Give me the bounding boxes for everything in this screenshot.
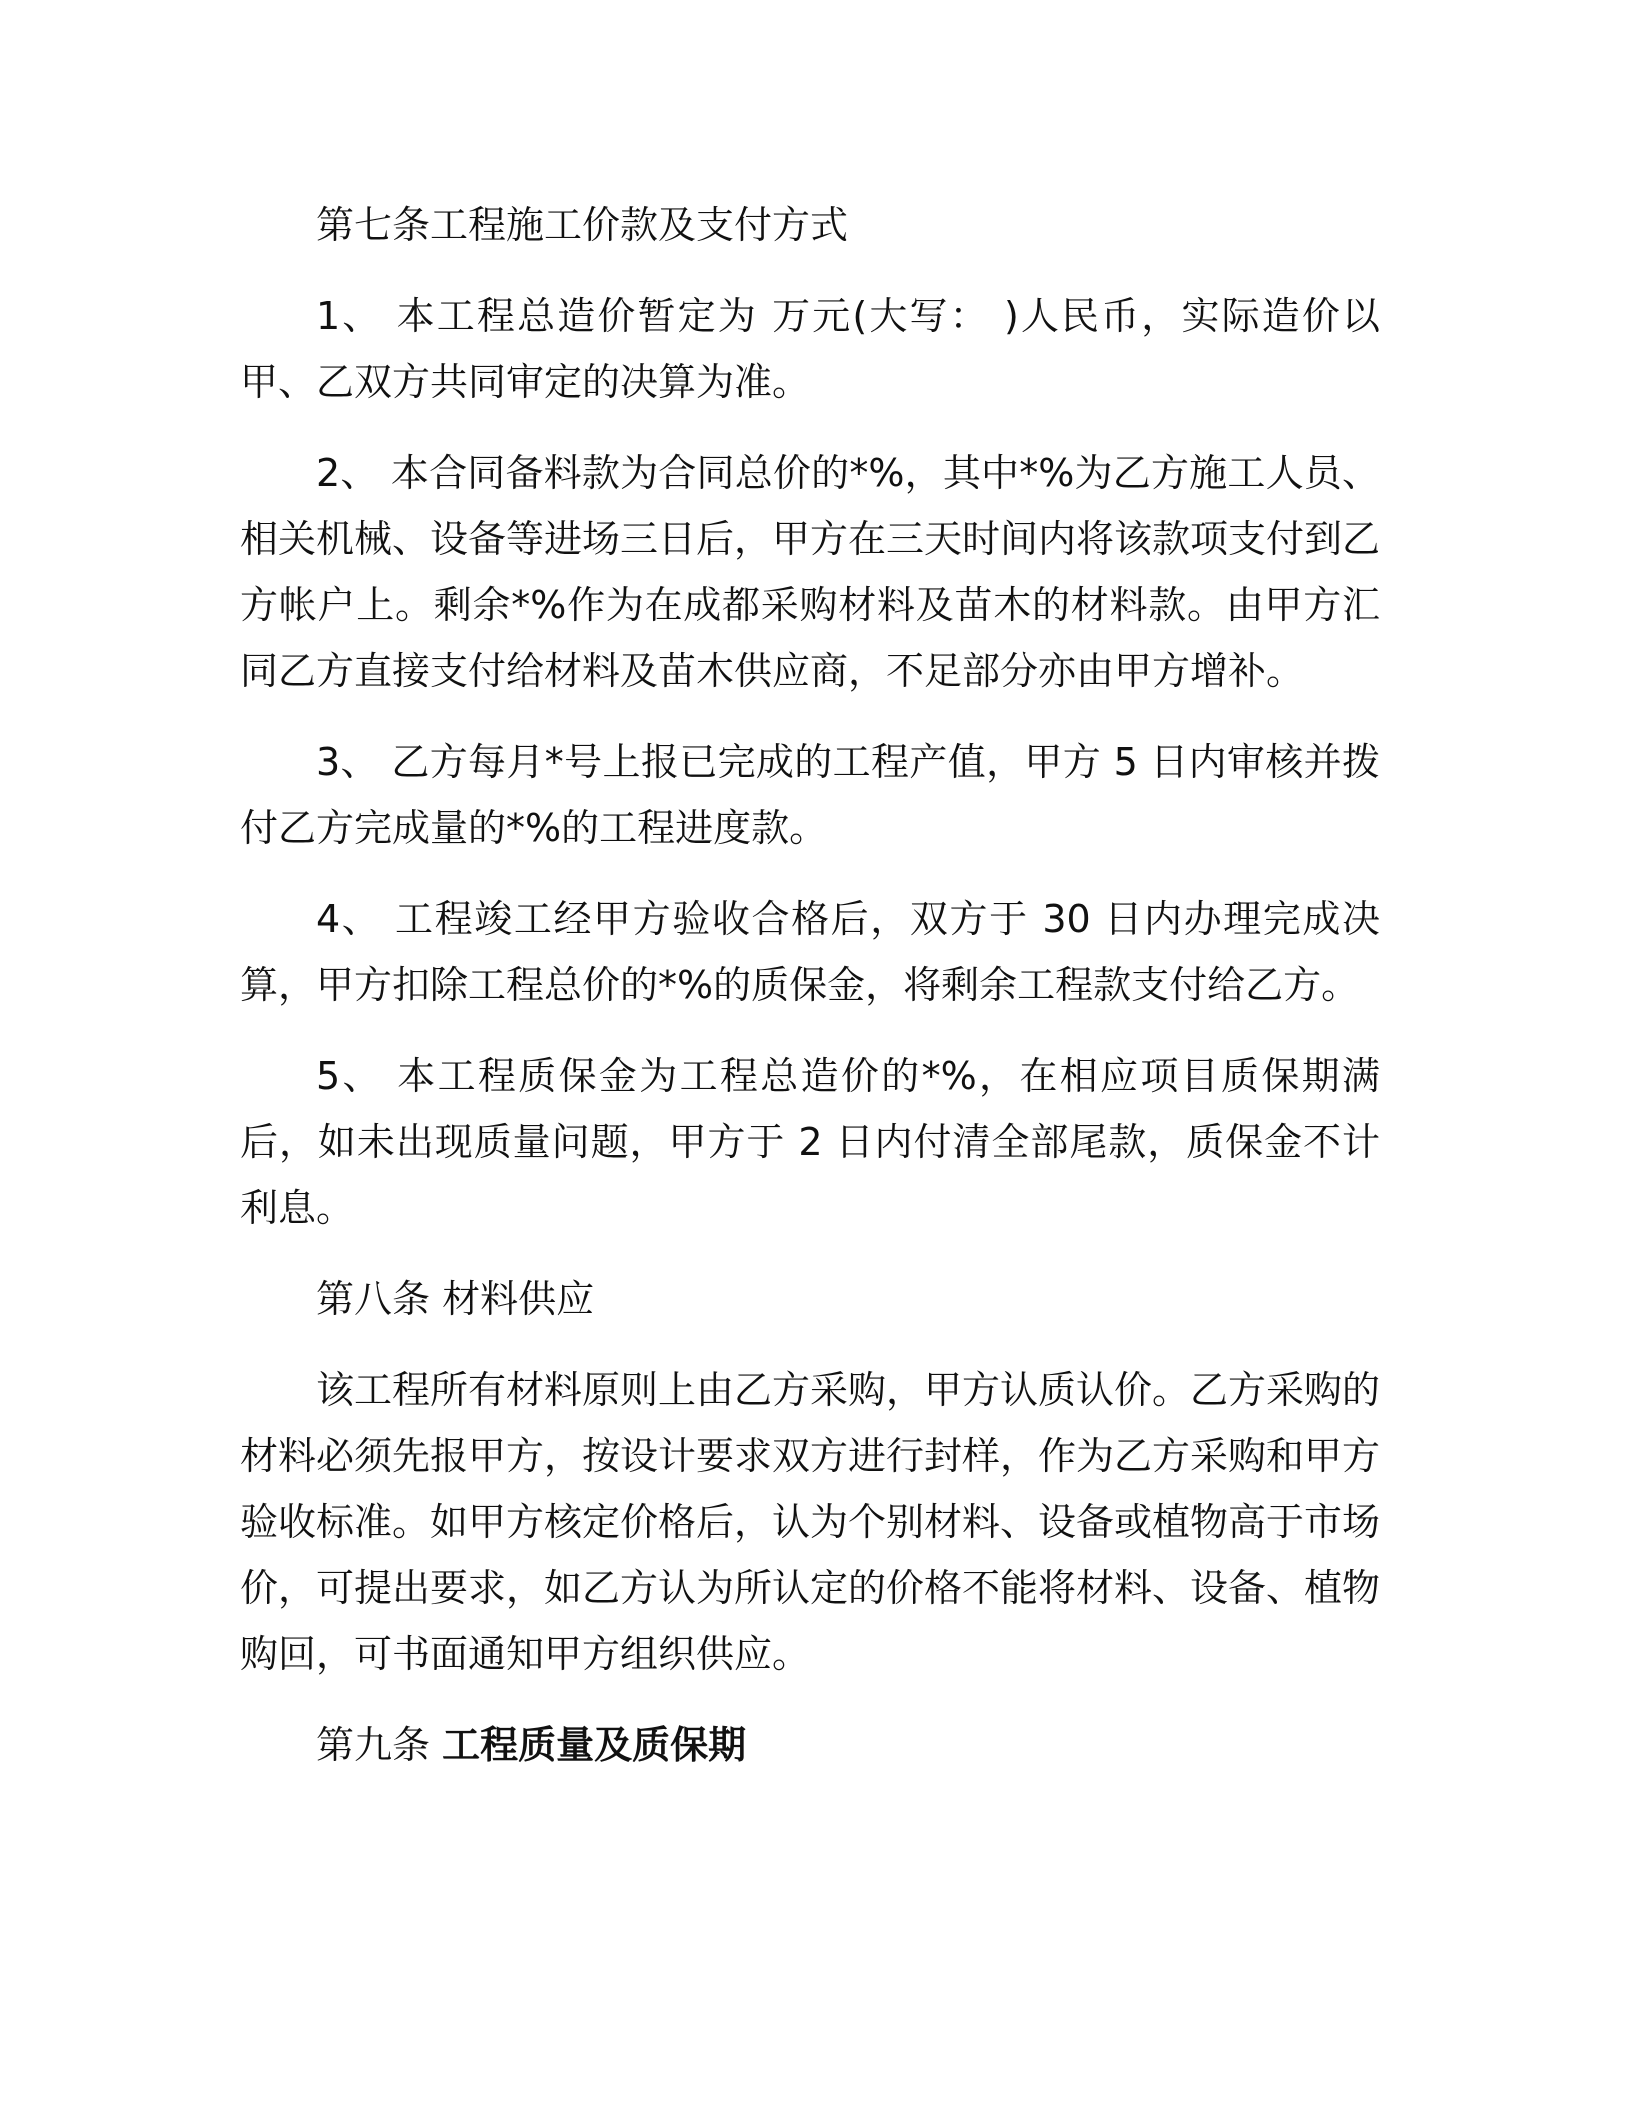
article-9-title: 工程质量及质保期 [442, 1723, 747, 1767]
article-7-item-5: 5、 本工程质保金为工程总造价的*%，在相应项目质保期满后，如未出现质量问题，甲方于 2 日内付清全部尾款，质保金不计利息。 [240, 1054, 1380, 1230]
article-8-body: 该工程所有材料原则上由乙方采购，甲方认质认价。乙方采购的材料必须先报甲方，按设计要求双方进行封样，作为乙方采购和甲方验收标准。如甲方核定价格后，认为个别材料、设备或植物高于市场价，可提出要求，如乙方认为所认定的价格不能将材料、设备、植物购回，可书面通知甲方组织供应。 [240, 1368, 1381, 1676]
article-7-item-1: 1、 本工程总造价暂定为 万元(大写： )人民币，实际造价以甲、乙双方共同审定的决算为准。 [240, 294, 1380, 404]
article-9-number: 第九条 [316, 1723, 431, 1767]
document-body [240, 192, 1380, 1803]
article-9-heading [240, 1712, 1380, 1778]
article-7-item-2: 2、 本合同备料款为合同总价的*%，其中*%为乙方施工人员、相关机械、设备等进场三日后，甲方在三天时间内将该款项支付到乙方帐户上。剩余*%作为在成都采购材料及苗木的材料款。由甲方汇同乙方直接支付给材料及苗木供应商，不足部分亦由甲方增补。 [240, 451, 1381, 693]
article-8-title: 材料供应 [442, 1277, 595, 1321]
article-7-heading: 第七条工程施工价款及支付方式 [316, 203, 849, 247]
article-8-number: 第八条 [316, 1277, 431, 1321]
article-7-item-3: 3、 乙方每月*号上报已完成的工程产值，甲方 5 日内审核并拨付乙方完成量的*%的工程进度款。 [240, 740, 1380, 850]
article-7-item-4: 4、 工程竣工经甲方验收合格后，双方于 30 日内办理完成决算，甲方扣除工程总价的*%的质保金，将剩余工程款支付给乙方。 [240, 897, 1380, 1007]
article-8-heading [240, 1266, 1380, 1332]
